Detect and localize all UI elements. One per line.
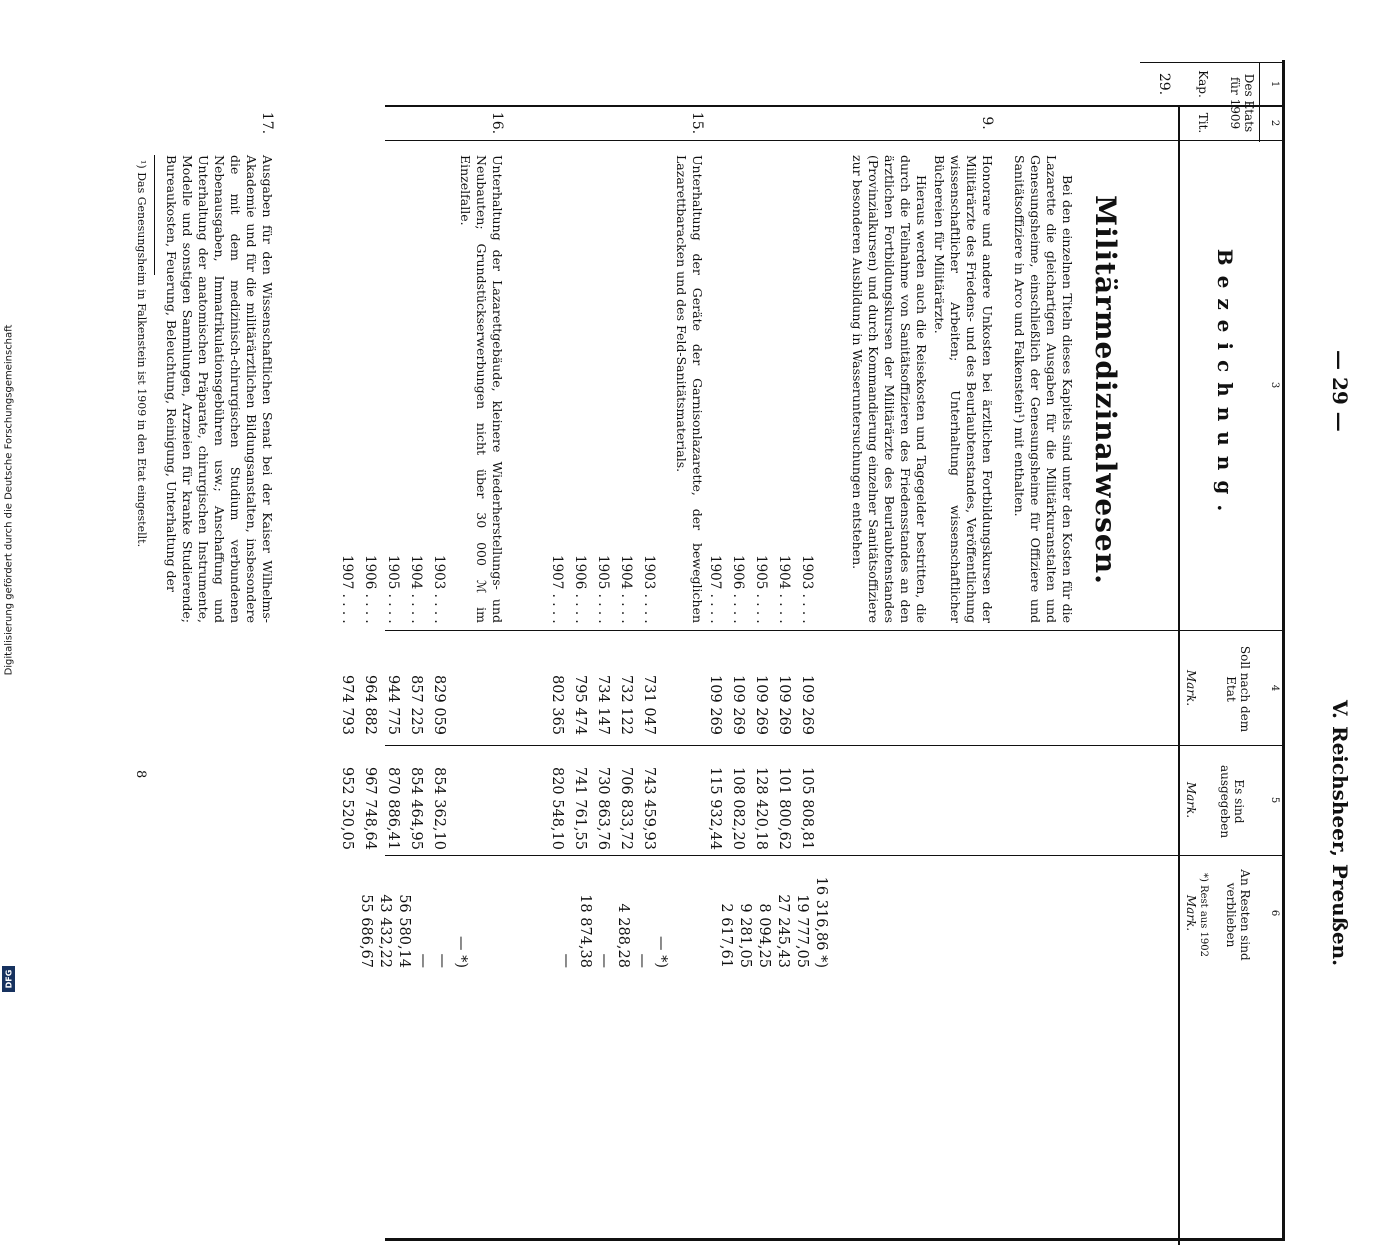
col-number-3: 3 — [1269, 381, 1280, 389]
table-right-rule — [385, 1238, 1285, 1241]
reste-value: 16 316,86 *) — [813, 876, 829, 968]
footnote: ¹) Das Genesungsheim in Falkenstein ist 1909 in den Etat eingestellt. — [135, 160, 148, 548]
digitization-sidebar — [2, 0, 16, 1000]
year: 1907 . . . . — [707, 555, 723, 624]
year: 1906 . . . . — [362, 555, 378, 624]
reste-unit: Mark. — [1184, 894, 1198, 932]
ausgegeben-value: 706 833,72 — [618, 766, 634, 850]
col-number-1: 1 — [1269, 80, 1280, 88]
table-top-rule — [1282, 60, 1285, 1240]
soll-value: 974 793 — [339, 675, 355, 735]
col-bezeichnung-rule — [385, 630, 1285, 631]
year: 1904 . . . . — [408, 555, 424, 624]
ausgegeben-value: 743 459,93 — [641, 766, 657, 850]
intro-paragraph: Bei den einzelnen Titeln dieses Kapitels sind unter den Kosten für die Lazarette die gleichartigen Ausgaben für die Militärkuranstalten und Genesungsheime, einschließlich der Genesungsheime für Offiziere und Sanitätsoffiziere in Arco und Falkenstein¹) mit enthalten. — [1012, 155, 1075, 623]
reste-value: — — [558, 953, 574, 968]
printer-signature: 8 — [133, 770, 148, 779]
col-number-6: 6 — [1269, 909, 1280, 917]
soll-value: 734 147 — [595, 675, 611, 735]
ausgegeben-value: 730 863,76 — [595, 766, 611, 850]
row-16-soll — [335, 645, 450, 735]
reste-value: 27 245,43 — [775, 894, 791, 968]
ausgegeben-unit: Mark. — [1184, 781, 1198, 819]
year: 1904 . . . . — [618, 555, 634, 624]
reste-value: 43 432,22 — [377, 894, 393, 968]
reste-value: — — [596, 953, 612, 968]
col-number-4: 4 — [1269, 684, 1280, 692]
row-9-desc-2: Hieraus werden auch die Reisekosten und Tagegelder bestritten, die durch die Teilnahme von Sanitätsoffizieren des Friedensstandes an den ärztlichen Fortbildungskursen der Militärärzte des Beurlaubtenstandes (Provinzialkursen) und durch Kommandierung einzelner Sanitätsoffiziere zur besonderen Ausbildung in Wasseruntersuchungen entstehen. — [850, 155, 929, 623]
soll-value: 109 269 — [730, 675, 746, 735]
soll-value: 857 225 — [408, 675, 424, 735]
row-9-desc-1: Honorare und andere Unkosten bei ärztlichen Fortbildungskursen der Militärärzte des Friedens- und des Beurlaubtenstandes, Veröffentlichung wissenschaftlicher Arbeiten; Unterhaltung wissenschaftlicher Büchereien für Militärärzte. — [932, 155, 995, 623]
year: 1903 . . . . — [431, 555, 447, 624]
col-bezeichnung-label: Bezeichnung. — [1213, 248, 1237, 522]
chapter-heading: V. Reichsheer, Preußen. — [1328, 700, 1352, 967]
row-15-reste — [556, 860, 670, 968]
col-reste-note: *) Rest aus 1902 — [1198, 872, 1209, 958]
row-15-ausgegeben — [545, 755, 660, 850]
year: 1907 . . . . — [549, 555, 565, 624]
soll-value: 795 474 — [572, 675, 588, 735]
row-9-soll — [703, 645, 818, 735]
ausgegeben-value: 854 464,95 — [408, 766, 424, 850]
row-16-ausgegeben — [335, 755, 450, 850]
ausgegeben-value: 967 748,64 — [362, 766, 378, 850]
ausgegeben-value: 741 761,55 — [572, 766, 588, 850]
col-tit-rule — [385, 140, 1285, 141]
reste-value: — *) — [453, 935, 469, 968]
ausgegeben-value: 128 420,18 — [753, 766, 769, 850]
ausgegeben-value: 108 082,20 — [730, 766, 746, 850]
row-9-reste — [716, 860, 830, 968]
soll-value: 944 775 — [385, 675, 401, 735]
reste-value: 2 617,61 — [718, 903, 734, 968]
digitization-note: Digitalisierung gefördert durch die Deutsche Forschungsgemeinschaft — [3, 324, 15, 676]
col-ausgegeben-rule — [385, 855, 1285, 856]
kapitel-number: 29. — [1156, 72, 1172, 96]
soll-value: 109 269 — [776, 675, 792, 735]
row-15-description: Unterhaltung der Geräte der Garnisonlazarette, der beweglichen Lazarettbaracken und des Feld-Sanitätsmaterials. — [674, 155, 705, 623]
soll-unit: Mark. — [1184, 669, 1198, 707]
row-17-tit: 17. — [259, 111, 275, 135]
soll-value: 109 269 — [707, 675, 723, 735]
reste-value: — — [634, 953, 650, 968]
col-ausgegeben-label: Es sind ausgegeben — [1218, 764, 1246, 839]
year: 1906 . . . . — [730, 555, 746, 624]
year: 1903 . . . . — [641, 555, 657, 624]
col-kap-rule — [385, 105, 1285, 107]
dfg-logo-text: DFG — [4, 969, 13, 989]
section-title: Militärmedizinalwesen. — [1089, 195, 1122, 585]
reste-value: 9 281,05 — [737, 903, 753, 968]
reste-value: 55 686,67 — [358, 894, 374, 968]
row-15-years — [545, 555, 660, 624]
reste-value: — — [434, 953, 450, 968]
header-bottom-rule — [1178, 105, 1180, 1245]
row-16-tit: 16. — [489, 111, 505, 135]
ausgegeben-value: 105 808,81 — [799, 766, 815, 850]
row-16-years — [335, 555, 450, 624]
row-9-tit: 9. — [979, 116, 995, 130]
row-9-description — [847, 155, 995, 623]
col-tit-label: Tit. — [1196, 112, 1210, 134]
reste-value: 18 874,38 — [577, 894, 593, 968]
soll-value: 964 882 — [362, 675, 378, 735]
year: 1904 . . . . — [776, 555, 792, 624]
row-16-description: Unterhaltung der Lazarettgebäude, kleinere Wiederherstellungs- und Neubauten; Grundstückserwerbungen nicht über 30 000 ℳ im Einzelfalle. — [458, 155, 505, 623]
row-9-ausgegeben — [703, 755, 818, 850]
col-kap-label: Kap. — [1196, 70, 1210, 98]
year: 1905 . . . . — [753, 555, 769, 624]
ausgegeben-value: 101 800,62 — [776, 766, 792, 850]
page-number: — 29 — — [1328, 350, 1352, 432]
col-soll-label: Soll nach dem Etat — [1224, 645, 1252, 733]
reste-value: 56 580,14 — [396, 894, 412, 968]
reste-value: 8 094,25 — [756, 903, 772, 968]
soll-value: 802 365 — [549, 675, 565, 735]
soll-value: 829 059 — [431, 675, 447, 735]
ausgegeben-value: 854 362,10 — [431, 766, 447, 850]
col-num-rule-left — [1259, 62, 1260, 142]
row-15-soll — [545, 645, 660, 735]
year: 1905 . . . . — [595, 555, 611, 624]
dfg-logo — [2, 966, 15, 992]
reste-value: 19 777,05 — [794, 894, 810, 968]
reste-value: 4 288,28 — [615, 903, 631, 968]
col-reste-label: An Resten sind verblieben — [1224, 869, 1252, 961]
row-15-tit: 15. — [689, 111, 705, 135]
ausgegeben-value: 870 886,41 — [385, 766, 401, 850]
col1-label: Des Etats für 1909 — [1228, 73, 1256, 133]
soll-value: 109 269 — [753, 675, 769, 735]
soll-value: 731 047 — [641, 675, 657, 735]
ausgegeben-value: 820 548,10 — [549, 766, 565, 850]
col1-left-rule — [1140, 62, 1285, 63]
year: 1906 . . . . — [572, 555, 588, 624]
col-soll-rule — [385, 745, 1285, 746]
reste-value: — — [415, 953, 431, 968]
row-17-description: Ausgaben für den Wissenschaftlichen Senat bei der Kaiser Wilhelms-Akademie und für die militärärztlichen Bildungsanstalten, insbesondere die mit dem medizinisch-chirurgischen Studium verbundenen Nebenausgaben, Immatrikulationsgebühren usw.; Anschaffung und Unterhaltung der anatomischen Präparate, chirurgischen Instrumente, Modelle und sonstigen Sammlungen, Arzneien für kranke Studierende; Bureaukosten, Feuerung, Beleuchtung, Reinigung, Unterhaltung der — [164, 155, 275, 623]
year: 1903 . . . . — [799, 555, 815, 624]
col-number-2: 2 — [1269, 119, 1280, 127]
year: 1905 . . . . — [385, 555, 401, 624]
year: 1907 . . . . — [339, 555, 355, 624]
row-16-reste — [356, 860, 470, 968]
ausgegeben-value: 115 932,44 — [707, 766, 723, 850]
soll-value: 732 122 — [618, 675, 634, 735]
col-number-5: 5 — [1269, 796, 1280, 804]
soll-value: 109 269 — [799, 675, 815, 735]
footnote-rule — [154, 155, 155, 275]
ausgegeben-value: 952 520,05 — [339, 766, 355, 850]
reste-value: — *) — [653, 935, 669, 968]
row-9-years — [703, 555, 818, 624]
document-page — [110, 0, 1360, 968]
